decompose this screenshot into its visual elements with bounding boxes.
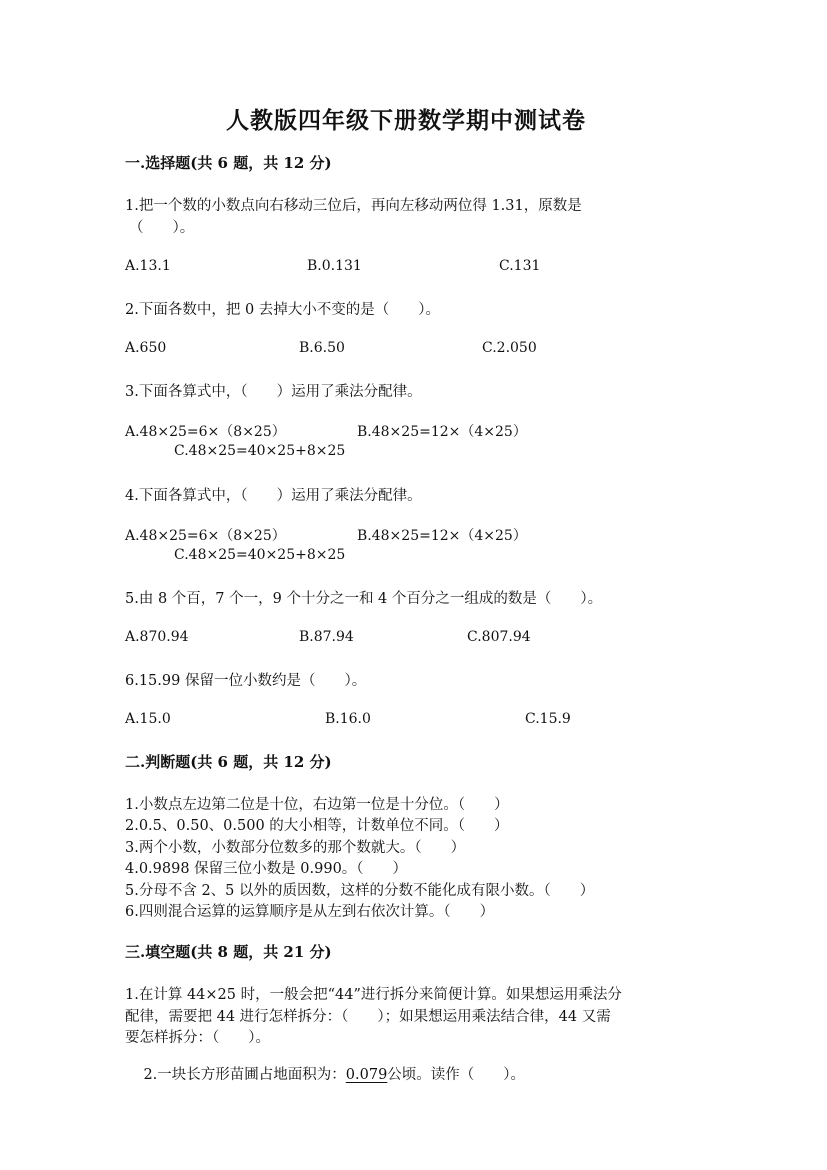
question-3-option-c: C.48×25=40×25+8×25 xyxy=(174,443,346,459)
question-6-option-b: B.16.0 xyxy=(325,711,371,727)
fill-question-2-suffix: 公顷。读作（ ）。 xyxy=(387,1067,526,1083)
judge-item-4: 4.0.9898 保留三位小数是 0.990。（ ） xyxy=(125,861,408,877)
question-3-option-b: B.48×25=12×（4×25） xyxy=(357,424,527,440)
question-3-line-1: 3.下面各算式中，（ ）运用了乘法分配律。 xyxy=(125,384,422,400)
question-5-option-a: A.870.94 xyxy=(125,629,189,645)
question-1-option-b: B.0.131 xyxy=(307,258,362,274)
question-6-line-1: 6.15.99 保留一位小数约是（ ）。 xyxy=(125,673,367,689)
question-5-option-b: B.87.94 xyxy=(299,629,354,645)
question-6-option-a: A.15.0 xyxy=(125,711,171,727)
question-4-option-c: C.48×25=40×25+8×25 xyxy=(174,547,346,563)
fill-question-1-line-3: 要怎样拆分：（ ）。 xyxy=(125,1030,270,1046)
question-1-line-1: 1.把一个数的小数点向右移动三位后，再向左移动两位得 1.31，原数是 xyxy=(125,198,582,214)
question-2-option-c: C.2.050 xyxy=(482,340,537,356)
question-4-option-a: A.48×25=6×（8×25） xyxy=(125,528,286,544)
question-1-option-c: C.131 xyxy=(499,258,541,274)
fill-question-1-line-1: 1.在计算 44×25 时，一般会把“44”进行拆分来简便计算。如果想运用乘法分 xyxy=(125,987,622,1003)
question-4-line-1: 4.下面各算式中，（ ）运用了乘法分配律。 xyxy=(125,488,422,504)
judge-item-1: 1.小数点左边第二位是十位，右边第一位是十分位。（ ） xyxy=(125,797,509,813)
question-2-option-a: A.650 xyxy=(125,340,167,356)
section-heading-fill: 三.填空题(共 8 题，共 21 分) xyxy=(125,943,332,961)
fill-question-2 xyxy=(125,1047,525,1100)
question-2-option-b: B.6.50 xyxy=(299,340,345,356)
fill-question-2-value: 0.079 xyxy=(345,1067,388,1083)
question-5-option-c: C.807.94 xyxy=(467,629,531,645)
question-5-line-1: 5.由 8 个百，7 个一，9 个十分之一和 4 个百分之一组成的数是（ ）。 xyxy=(125,591,603,607)
question-3-option-a: A.48×25=6×（8×25） xyxy=(125,424,286,440)
fill-question-1-line-2: 配律，需要把 44 进行怎样拆分：（ ）；如果想运用乘法结合律，44 又需 xyxy=(125,1009,611,1025)
section-heading-judge: 二.判断题(共 6 题，共 12 分) xyxy=(125,753,332,771)
section-heading-choice: 一.选择题(共 6 题，共 12 分) xyxy=(125,154,332,172)
page-title: 人教版四年级下册数学期中测试卷 xyxy=(226,107,586,134)
judge-item-2: 2.0.5、0.50、0.500 的大小相等，计数单位不同。（ ） xyxy=(125,818,509,834)
question-1-line-2: （ ）。 xyxy=(129,220,195,236)
question-4-option-b: B.48×25=12×（4×25） xyxy=(357,528,527,544)
fill-question-2-prefix: 2.一块长方形苗圃占地面积为： xyxy=(143,1067,346,1083)
question-2-line-1: 2.下面各数中，把 0 去掉大小不变的是（ ）。 xyxy=(125,302,441,318)
question-6-option-c: C.15.9 xyxy=(525,711,571,727)
judge-item-5: 5.分母不含 2、5 以外的质因数，这样的分数不能化成有限小数。（ ） xyxy=(125,883,595,899)
question-1-option-a: A.13.1 xyxy=(125,258,171,274)
judge-item-6: 6.四则混合运算的运算顺序是从左到右依次计算。（ ） xyxy=(125,904,495,920)
judge-item-3: 3.两个小数，小数部分位数多的那个数就大。（ ） xyxy=(125,840,466,856)
